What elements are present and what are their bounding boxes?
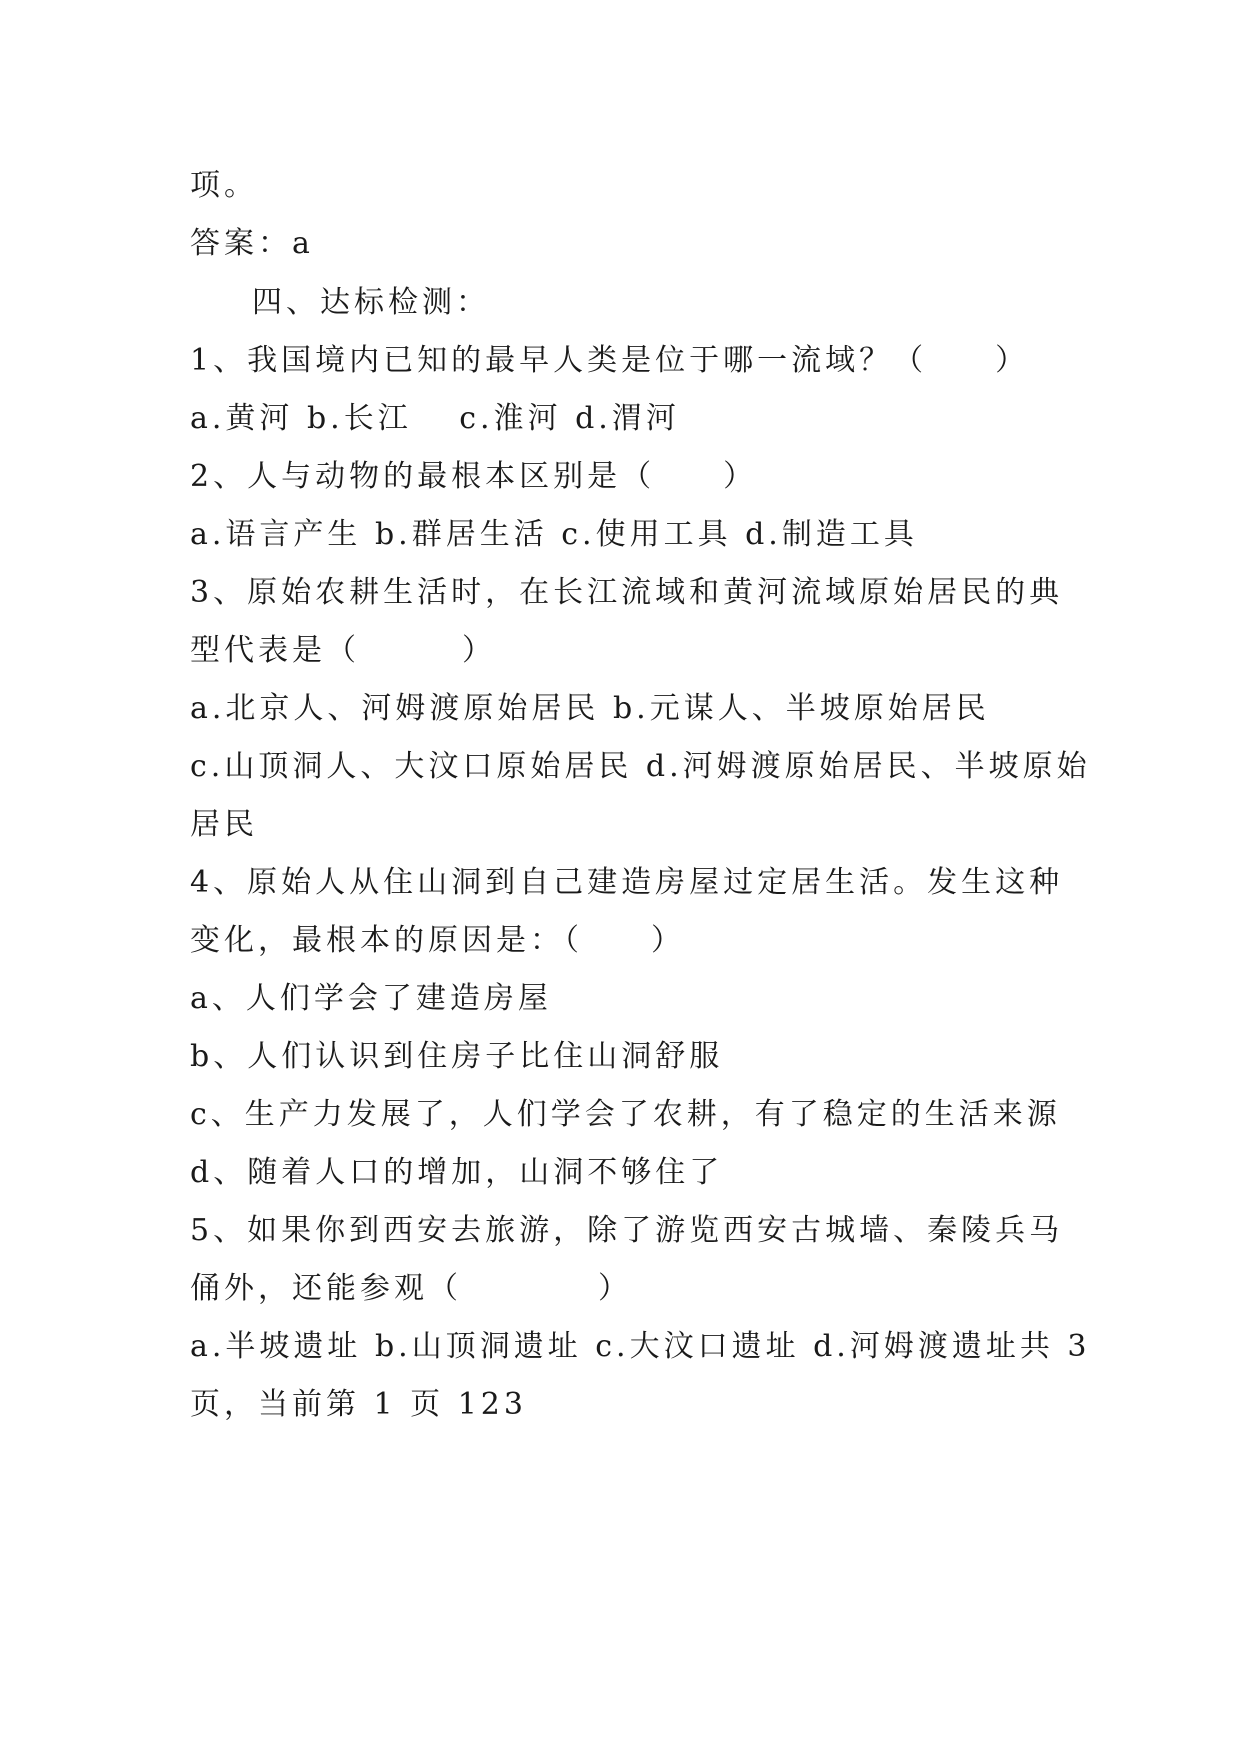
question-1: 1、我国境内已知的最早人类是位于哪一流域？（ ） [190, 343, 1030, 378]
question-4-continued: 变化，最根本的原因是：（ ） [190, 923, 685, 958]
question-2-options: a.语言产生 b.群居生活 c.使用工具 d.制造工具 [190, 517, 918, 552]
question-1-options: a.黄河 b.长江 c.淮河 d.渭河 [190, 401, 680, 436]
question-5-options: a.半坡遗址 b.山顶洞遗址 c.大汶口遗址 d.河姆渡遗址共 3 [190, 1329, 1091, 1364]
section-heading: 四、达标检测： [252, 285, 490, 320]
question-2: 2、人与动物的最根本区别是（ ） [190, 459, 758, 494]
question-3-options-continued: 居民 [190, 807, 258, 842]
question-5: 5、如果你到西安去旅游，除了游览西安古城墙、秦陵兵马 [190, 1213, 1064, 1248]
question-3-options-ab: a.北京人、河姆渡原始居民 b.元谋人、半坡原始居民 [190, 691, 990, 726]
question-3: 3、原始农耕生活时，在长江流域和黄河流域原始居民的典 [190, 575, 1064, 610]
question-4-option-a: a、人们学会了建造房屋 [190, 981, 552, 1016]
question-4: 4、原始人从住山洞到自己建造房屋过定居生活。发生这种 [190, 865, 1064, 900]
question-4-option-d: d、随着人口的增加，山洞不够住了 [190, 1155, 724, 1190]
question-4-option-b: b、人们认识到住房子比住山洞舒服 [190, 1039, 724, 1074]
answer-line: 答案：a [190, 226, 314, 261]
question-5-continued: 俑外，还能参观（ ） [190, 1271, 632, 1306]
page-footer-text: 页，当前第 1 页 123 [190, 1387, 527, 1422]
question-3-continued: 型代表是（ ） [190, 633, 496, 668]
question-3-options-cd: c.山顶洞人、大汶口原始居民 d.河姆渡原始居民、半坡原始 [190, 749, 1091, 784]
question-4-option-c: c、生产力发展了，人们学会了农耕，有了稳定的生活来源 [190, 1097, 1061, 1132]
text-line-continuation: 项。 [190, 168, 258, 203]
